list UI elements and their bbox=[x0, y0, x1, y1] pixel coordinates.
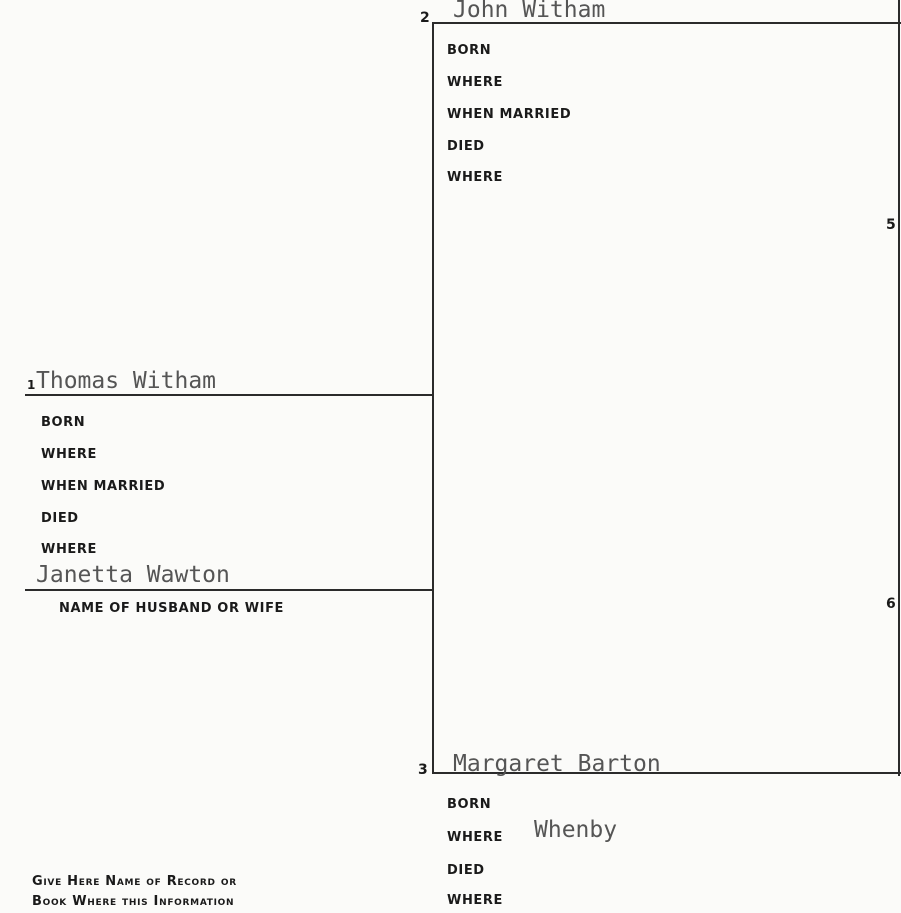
person2-when-married-label: WHEN MARRIED bbox=[447, 107, 572, 122]
person2-born-label: BORN bbox=[447, 43, 492, 58]
person3-born-label: BORN bbox=[447, 797, 492, 812]
person3-name: Margaret Barton bbox=[453, 751, 661, 777]
ancestor-number-6: 6 bbox=[886, 596, 896, 612]
person2-where-label: WHERE bbox=[447, 75, 503, 90]
bracket-vertical-line bbox=[432, 22, 434, 774]
person1-name: Thomas Witham bbox=[36, 368, 217, 394]
person1-died-label: DIED bbox=[41, 511, 79, 526]
person1-died-where-label: WHERE bbox=[41, 542, 97, 557]
person3-died-where-label: WHERE bbox=[447, 893, 503, 908]
footnote-line-2: Book Where this Information bbox=[32, 894, 235, 909]
person1-number: 1 bbox=[27, 378, 36, 392]
person1-when-married-label: WHEN MARRIED bbox=[41, 479, 166, 494]
footnote-line-1: Give Here Name of Record or bbox=[32, 874, 237, 889]
person2-died-where-label: WHERE bbox=[447, 170, 503, 185]
person2-number: 2 bbox=[420, 10, 430, 26]
person2-died-label: DIED bbox=[447, 139, 485, 154]
person1-name-rule bbox=[25, 394, 433, 396]
person3-number: 3 bbox=[418, 762, 428, 778]
person3-died-label: DIED bbox=[447, 863, 485, 878]
right-edge-line bbox=[898, 0, 900, 776]
person2-name: John Witham bbox=[453, 0, 606, 23]
person1-born-label: BORN bbox=[41, 415, 86, 430]
person3-where-label: WHERE bbox=[447, 830, 503, 845]
spouse-label: NAME OF HUSBAND OR WIFE bbox=[59, 601, 285, 616]
spouse-name: Janetta Wawton bbox=[36, 562, 230, 588]
person1-where-label: WHERE bbox=[41, 447, 97, 462]
person3-where-value: Whenby bbox=[534, 817, 618, 843]
spouse-name-rule bbox=[25, 589, 433, 591]
ancestor-number-5: 5 bbox=[886, 217, 896, 233]
